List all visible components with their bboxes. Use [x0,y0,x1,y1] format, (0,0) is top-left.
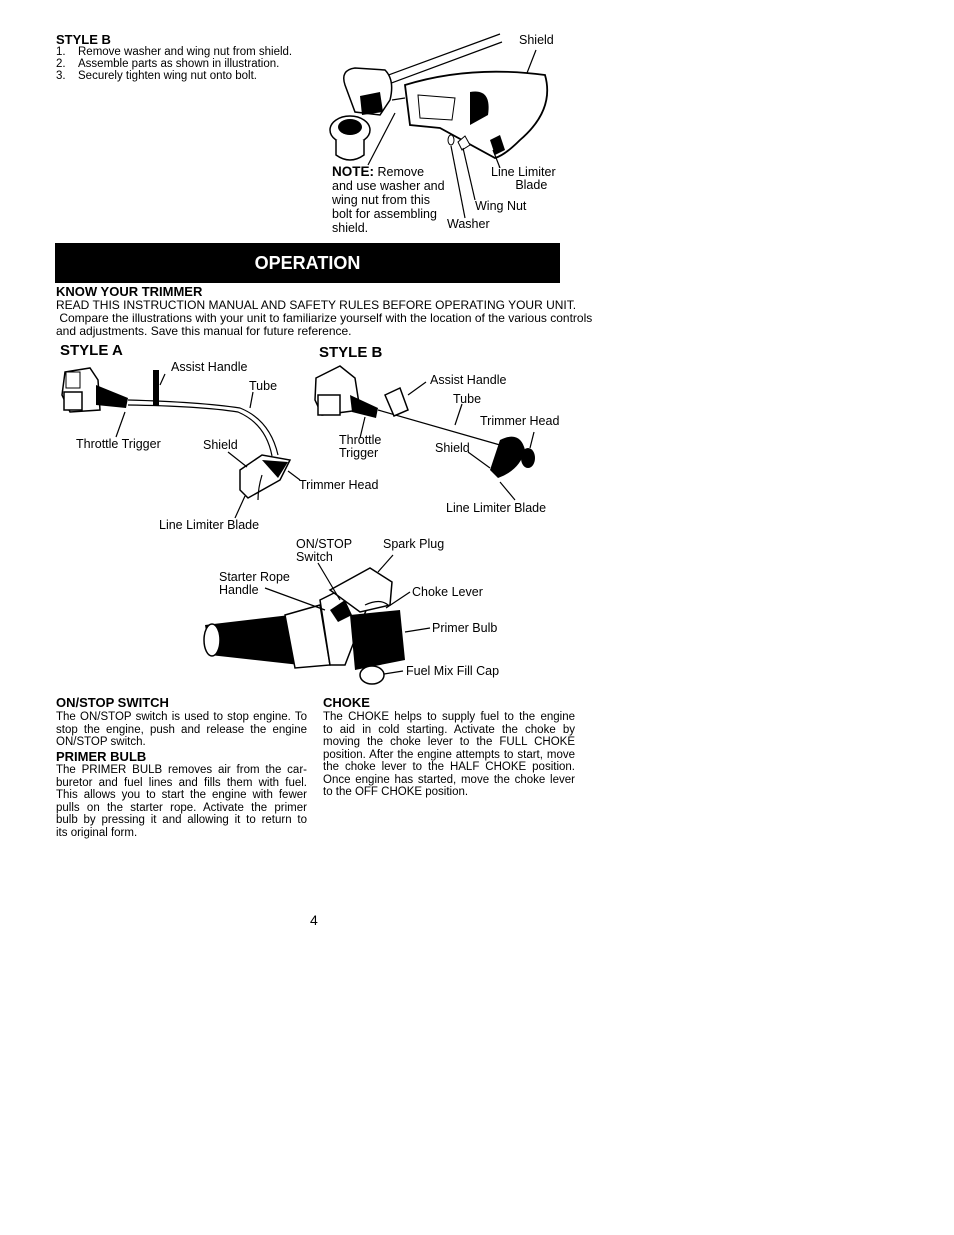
choke-text: The CHOKE helps to supply fuel to the engine to aid in cold starting. Activate the choke by moving the choke lever to the FULL CHOKE position. After the engine attempts to start, move the choke lever to the HALF CHOKE position. Once engine has started, move the choke lever to the OFF CHOKE position. [323,711,575,798]
style-a-title: STYLE A [60,342,123,359]
primer-bulb-label: Primer Bulb [432,621,498,635]
style-a-trimmer-head-label: Trimmer Head [299,478,379,492]
know-your-trimmer-text: READ THIS INSTRUCTION MANUAL AND SAFETY RULES BEFORE OPERATING YOUR UNIT. Compare the illustrations with your unit to familiarize yourself with the location of the various controls and adjustments. Save this manual for future reference. [56,298,593,338]
install-step: 2. Assemble parts as shown in illustration. [56,58,280,70]
style-b-tube-label: Tube [453,392,482,406]
style-a-throttle-trigger-label: Throttle Trigger [76,437,161,451]
line-limiter-blade-label: Line Limiter Blade [491,165,556,192]
shield-label: Shield [519,33,554,47]
on-stop-heading: ON/STOP SWITCH [56,695,169,710]
install-step: 1. Remove washer and wing nut from shield. [56,46,293,58]
style-a-tube-label: Tube [249,379,278,393]
style-b-line-limiter-blade-label: Line Limiter Blade [446,501,547,515]
primer-bulb-text: The PRIMER BULB removes air from the car- buretor and fuel lines and fills them with fuel. This allows you to start the engine with fewer pulls on the starter rope. Activate the primer bulb by pressing it and allowing it to return to its original form. [56,764,307,839]
style-b-trimmer-head-label: Trimmer Head [480,414,560,428]
style-b-install-heading: STYLE B [56,32,111,47]
operation-banner: OPERATION [55,243,560,283]
style-b-title: STYLE B [319,344,383,361]
washer-label: Washer [447,217,490,231]
choke-lever-label: Choke Lever [412,585,483,599]
page-number: 4 [310,912,318,928]
on-stop-text: The ON/STOP switch is used to stop engine. To stop the engine, push and release the engine ON/STOP switch. [56,711,307,748]
style-b-throttle-trigger-label: Throttle Trigger [339,433,382,460]
fuel-mix-fill-cap-label: Fuel Mix Fill Cap [406,664,500,678]
choke-heading: CHOKE [323,695,370,710]
style-a-line-limiter-blade-label: Line Limiter Blade [159,518,260,532]
style-a-assist-handle-label: Assist Handle [171,360,248,374]
install-step: 3. Securely tighten wing nut onto bolt. [56,70,258,82]
on-stop-switch-label: ON/STOP Switch [296,537,353,564]
wing-nut-label: Wing Nut [475,199,527,213]
starter-rope-handle-label: Starter Rope Handle [219,570,290,597]
spark-plug-label: Spark Plug [383,537,445,551]
style-b-assist-handle-label: Assist Handle [430,373,507,387]
primer-bulb-heading: PRIMER BULB [56,749,147,764]
style-a-shield-label: Shield [203,438,238,452]
note-text: NOTE: Remove and use washer and wing nut from this bolt for assembling shield. [332,164,445,235]
know-your-trimmer-heading: KNOW YOUR TRIMMER [56,284,203,299]
style-b-shield-label: Shield [435,441,470,455]
